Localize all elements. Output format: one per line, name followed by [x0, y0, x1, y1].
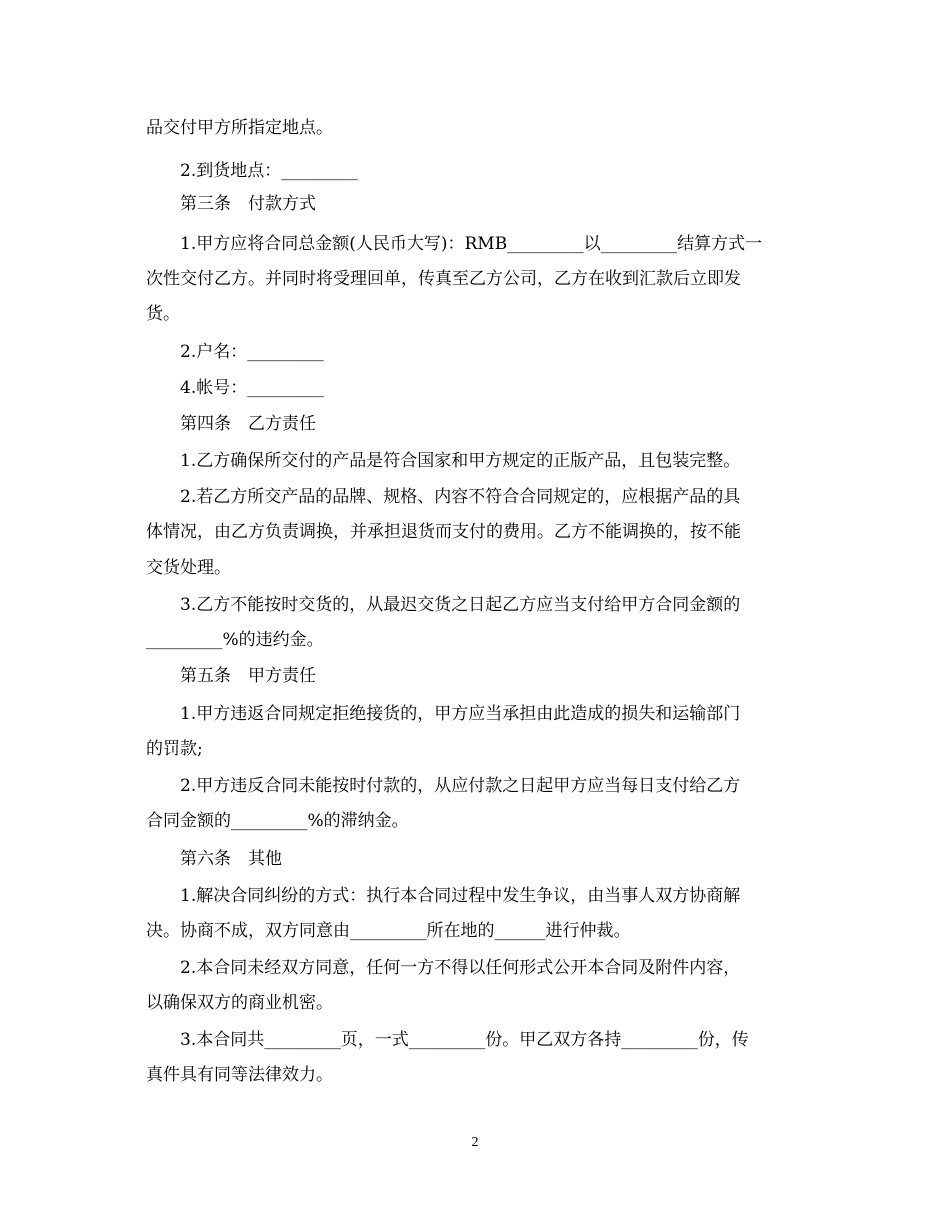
section-heading: 第五条 甲方责任	[180, 666, 316, 686]
text-line: 的罚款;	[146, 739, 203, 759]
text-line: 合同金额的_________%的滞纳金。	[146, 811, 409, 831]
text-line: 2.若乙方所交产品的品牌、规格、内容不符合合同规定的，应根据产品的具	[180, 487, 741, 507]
text-line: 真件具有同等法律效力。	[146, 1065, 333, 1085]
text-line: 3.乙方不能按时交货的，从最迟交货之日起乙方应当支付给甲方合同金额的	[180, 595, 741, 615]
text-line: 交货处理。	[146, 558, 231, 578]
text-line: 体情况，由乙方负责调换，并承担退货而支付的费用。乙方不能调换的，按不能	[146, 522, 741, 542]
text-line: 1.解决合同纠纷的方式：执行本合同过程中发生争议，由当事人双方协商解	[180, 886, 741, 906]
text-line: 2.户名：_________	[180, 342, 324, 362]
text-line: 1.乙方确保所交付的产品是符合国家和甲方规定的正版产品，且包装完整。	[180, 451, 741, 471]
text-line: 3.本合同共_________页，一式_________份。甲乙双方各持_________份，传	[180, 1030, 749, 1050]
text-line: 次性交付乙方。并同时将受理回单，传真至乙方公司，乙方在收到汇款后立即发	[146, 269, 741, 289]
text-line: _________%的违约金。	[146, 630, 324, 650]
text-line: 1.甲方应将合同总金额(人民币大写)：RMB_________以_________结算方式一	[180, 234, 763, 254]
text-line: 1.甲方违返合同规定拒绝接货的，甲方应当承担由此造成的损失和运输部门	[180, 704, 741, 724]
text-line: 2.到货地点：_________	[180, 161, 358, 181]
section-heading: 第六条 其他	[180, 849, 282, 869]
text-line: 决。协商不成，双方同意由_________所在地的______进行仲裁。	[146, 921, 631, 941]
page-number: 2	[471, 1135, 479, 1150]
section-heading: 第三条 付款方式	[180, 194, 316, 214]
text-line: 2.甲方违反合同未能按时付款的，从应付款之日起甲方应当每日支付给乙方	[180, 776, 741, 796]
text-line: 4.帐号：_________	[180, 378, 324, 398]
text-line: 2.本合同未经双方同意，任何一方不得以任何形式公开本合同及附件内容，	[180, 958, 741, 978]
text-line: 货。	[146, 304, 180, 324]
text-line: 以确保双方的商业机密。	[146, 993, 333, 1013]
section-heading: 第四条 乙方责任	[180, 414, 316, 434]
text-line: 品交付甲方所指定地点。	[146, 118, 333, 138]
